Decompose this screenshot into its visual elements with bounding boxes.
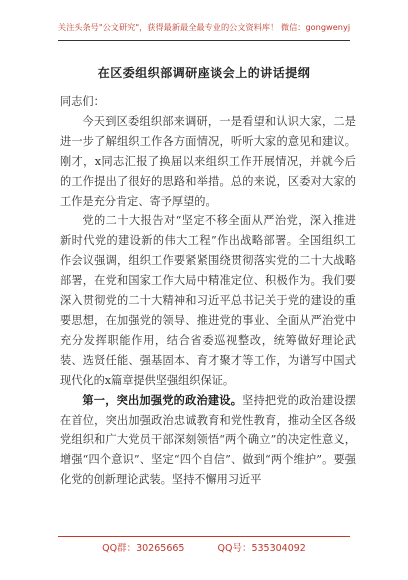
salutation: 同志们：	[60, 95, 105, 108]
document-body	[60, 92, 356, 490]
header-divider	[58, 40, 350, 41]
footer-contact	[0, 540, 408, 554]
document-title: 在区委组织部调研座谈会上的讲话提纲	[97, 66, 311, 80]
paragraph-3	[60, 391, 356, 491]
point-one-heading: 第一，突出加强党的政治建设。	[82, 392, 243, 407]
footer-divider	[58, 536, 350, 537]
paragraph-2: 党的二十大报告对“坚定不移全面从严治党，深入推进新时代党的建设新的伟大工程”作出战略部署。全国组织工作会议强调，组织工作要紧紧围绕贯彻落实党的二十大战略部署，在党和国家工作大局中精准定位、积极作为。我们要深入贯彻党的二十大精神和习近平总书记关于党的建设的重要思想，在加强党的领导、推进党的事业、全面从严治党中充分发挥职能作用，结合省委巡视整改，统筹做好理论武装、选贤任能、强基固本、育才聚才等工作，为谱写中国式现代化的x篇章提供坚强组织保证。	[60, 214, 356, 387]
header-notice: 关注头条号"公文研究"，获得最新最全最专业的公文资料库！ 微信：gongwenyj	[57, 22, 351, 32]
point-one-text: 坚持把党的政治建设摆在首位，突出加强政治忠诚教育和党性教育，推动全区各级党组织和广大党员干部深刻领悟“两个确立”的决定性意义，增强“四个意识”、坚定“四个自信”、做到“两个维护”。要强化党的创新理论武装。坚持不懈用习近平	[60, 393, 356, 487]
footer-qq-group: QQ群：30265665	[102, 543, 185, 554]
footer-qq-number: QQ号：535304092	[217, 543, 306, 554]
paragraph-1: 今天到区委组织部来调研，一是看望和认识大家，二是进一步了解组织工作各方面情况，听听大家的意见和建议。刚才，x同志汇报了换届以来组织工作开展情况，并就今后的工作提出了很好的思路和举措。总的来说，区委对大家的工作是充分肯定、寄予厚望的。	[60, 114, 356, 208]
